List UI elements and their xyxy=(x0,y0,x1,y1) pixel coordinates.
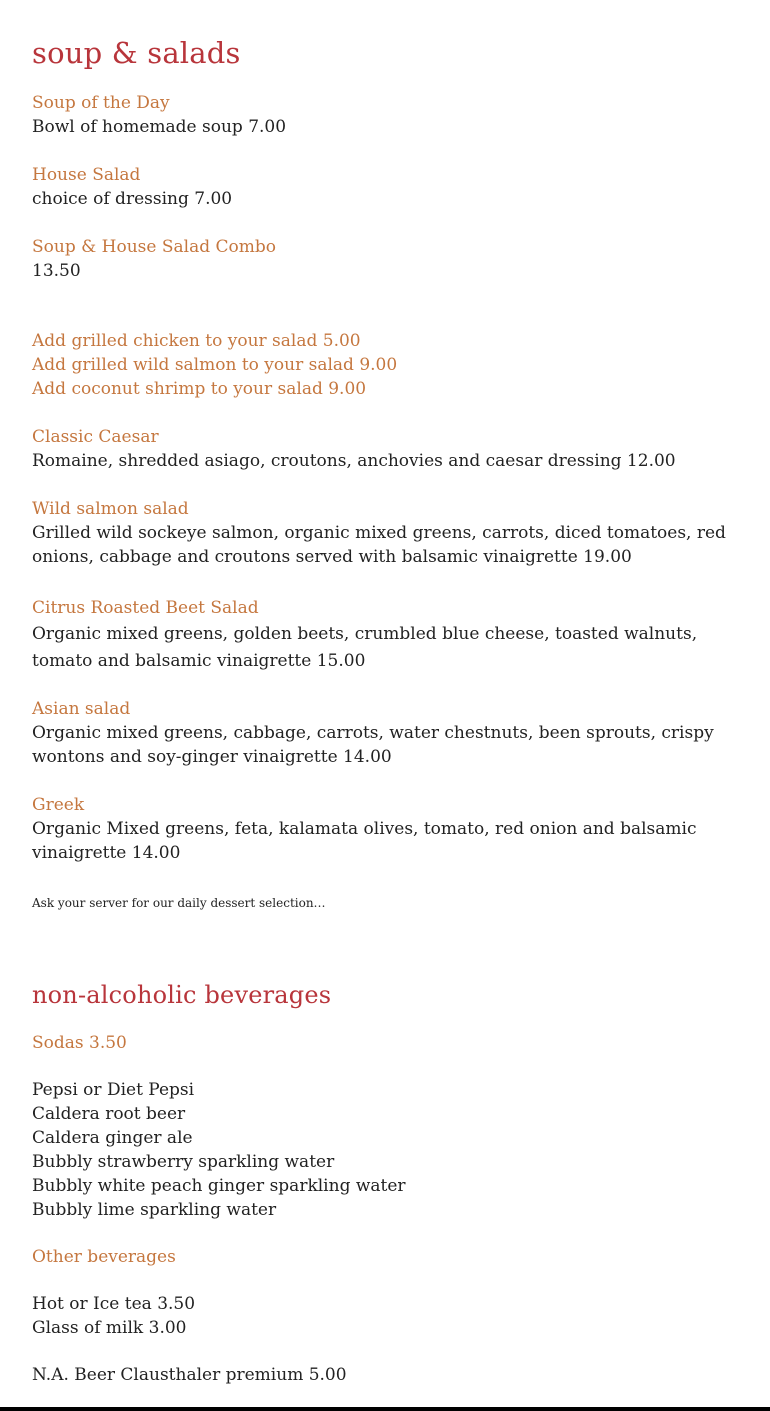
wild-salmon-name: Wild salmon salad xyxy=(32,499,189,519)
addon-shrimp: Add coconut shrimp to your salad 9.00 xyxy=(32,379,367,399)
greek-name: Greek xyxy=(32,795,85,815)
soda-item: Caldera root beer xyxy=(32,1104,186,1124)
soup-of-day-name: Soup of the Day xyxy=(32,93,170,113)
bottom-divider xyxy=(0,1407,770,1411)
house-salad-desc: choice of dressing 7.00 xyxy=(32,189,233,209)
wild-salmon-desc: Grilled wild sockeye salmon, organic mixed greens, carrots, diced tomatoes, red onions, cabbage and croutons served with balsamic vinaigrette 19.00 xyxy=(32,523,726,567)
combo-name: Soup & House Salad Combo xyxy=(32,237,276,257)
soda-item: Caldera ginger ale xyxy=(32,1128,193,1148)
other-beverage-item: Glass of milk 3.00 xyxy=(32,1318,187,1338)
house-salad-name: House Salad xyxy=(32,165,141,185)
addon-chicken: Add grilled chicken to your salad 5.00 xyxy=(32,331,361,351)
combo-desc: 13.50 xyxy=(32,261,81,281)
caesar-name: Classic Caesar xyxy=(32,427,159,447)
addon-salmon: Add grilled wild salmon to your salad 9.00 xyxy=(32,355,398,375)
beet-name: Citrus Roasted Beet Salad xyxy=(32,598,259,618)
asian-name: Asian salad xyxy=(32,699,131,719)
other-beverages-title: Other beverages xyxy=(32,1247,176,1267)
soup-salads-heading: soup & salads xyxy=(32,36,241,70)
soda-item: Bubbly white peach ginger sparkling water xyxy=(32,1176,406,1196)
soda-item: Bubbly lime sparkling water xyxy=(32,1200,277,1220)
dessert-note: Ask your server for our daily dessert selection… xyxy=(32,896,326,910)
soup-of-day-desc: Bowl of homemade soup 7.00 xyxy=(32,117,287,137)
other-beverage-item: Hot or Ice tea 3.50 xyxy=(32,1294,196,1314)
na-beer-item: N.A. Beer Clausthaler premium 5.00 xyxy=(32,1365,347,1385)
caesar-desc: Romaine, shredded asiago, croutons, anchovies and caesar dressing 12.00 xyxy=(32,451,676,471)
beverages-heading: non-alcoholic beverages xyxy=(32,981,332,1009)
soda-item: Pepsi or Diet Pepsi xyxy=(32,1080,195,1100)
asian-desc: Organic mixed greens, cabbage, carrots, water chestnuts, been sprouts, crispy wontons and soy-ginger vinaigrette 14.00 xyxy=(32,723,714,767)
sodas-title: Sodas 3.50 xyxy=(32,1033,127,1053)
beet-desc: Organic mixed greens, golden beets, crumbled blue cheese, toasted walnuts, tomato and balsamic vinaigrette 15.00 xyxy=(32,624,698,671)
greek-desc: Organic Mixed greens, feta, kalamata olives, tomato, red onion and balsamic vinaigrette 14.00 xyxy=(32,819,697,863)
soda-item: Bubbly strawberry sparkling water xyxy=(32,1152,335,1172)
